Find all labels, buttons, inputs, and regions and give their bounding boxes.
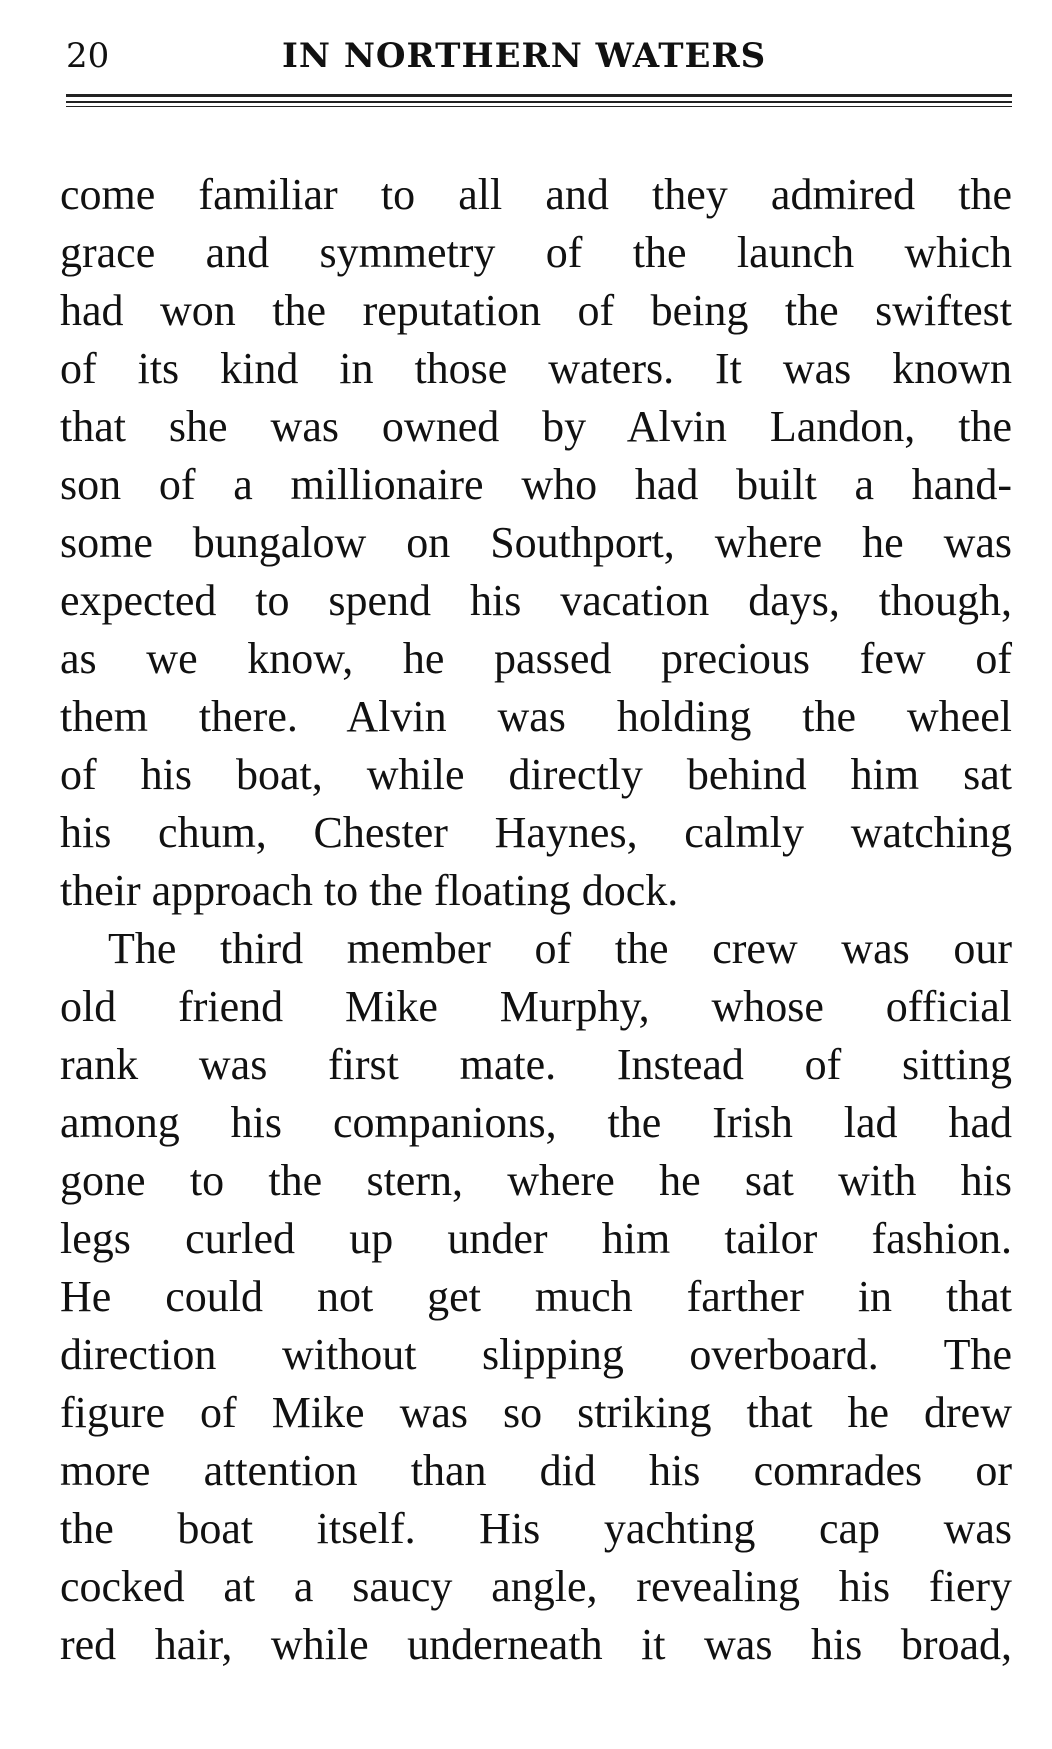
page-header (66, 32, 1012, 80)
text-line: the boat itself. His yachting cap was (60, 1504, 1012, 1553)
text-line: of its kind in those waters. It was known (60, 344, 1012, 393)
text-line: cocked at a saucy angle, revealing his fiery (60, 1562, 1012, 1611)
header-rule (66, 94, 1012, 97)
text-line: of his boat, while directly behind him sat (60, 750, 1012, 799)
header-rule (66, 101, 1012, 103)
text-line: The third member of the crew was our (108, 924, 1012, 973)
text-line: old friend Mike Murphy, whose official (60, 982, 1012, 1031)
text-line: direction without slipping overboard. The (60, 1330, 1012, 1379)
text-line: as we know, he passed precious few of (60, 634, 1012, 683)
text-line: gone to the stern, where he sat with his (60, 1156, 1012, 1205)
body-text (60, 166, 1012, 1674)
running-head: IN NORTHERN WATERS (282, 36, 767, 76)
text-line: expected to spend his vacation days, though, (60, 576, 1012, 625)
header-rule (66, 106, 1012, 107)
text-line: their approach to the floating dock. (60, 866, 679, 915)
text-line: more attention than did his comrades or (60, 1446, 1012, 1495)
page-number: 20 (66, 36, 110, 76)
text-line: come familiar to all and they admired the (60, 170, 1012, 219)
text-line: legs curled up under him tailor fashion. (60, 1214, 1012, 1263)
text-line: his chum, Chester Haynes, calmly watching (60, 808, 1012, 857)
text-line: son of a millionaire who had built a hand- (60, 460, 1012, 509)
text-line: some bungalow on Southport, where he was (60, 518, 1012, 567)
text-line: grace and symmetry of the launch which (60, 228, 1012, 277)
text-line: them there. Alvin was holding the wheel (60, 692, 1012, 741)
text-line: among his companions, the Irish lad had (60, 1098, 1012, 1147)
text-line: had won the reputation of being the swiftest (60, 286, 1012, 335)
text-line: that she was owned by Alvin Landon, the (60, 402, 1012, 451)
text-line: figure of Mike was so striking that he drew (60, 1388, 1012, 1437)
text-line: red hair, while underneath it was his broad, (60, 1620, 1012, 1669)
text-line: He could not get much farther in that (60, 1272, 1012, 1321)
text-line: rank was first mate. Instead of sitting (60, 1040, 1012, 1089)
